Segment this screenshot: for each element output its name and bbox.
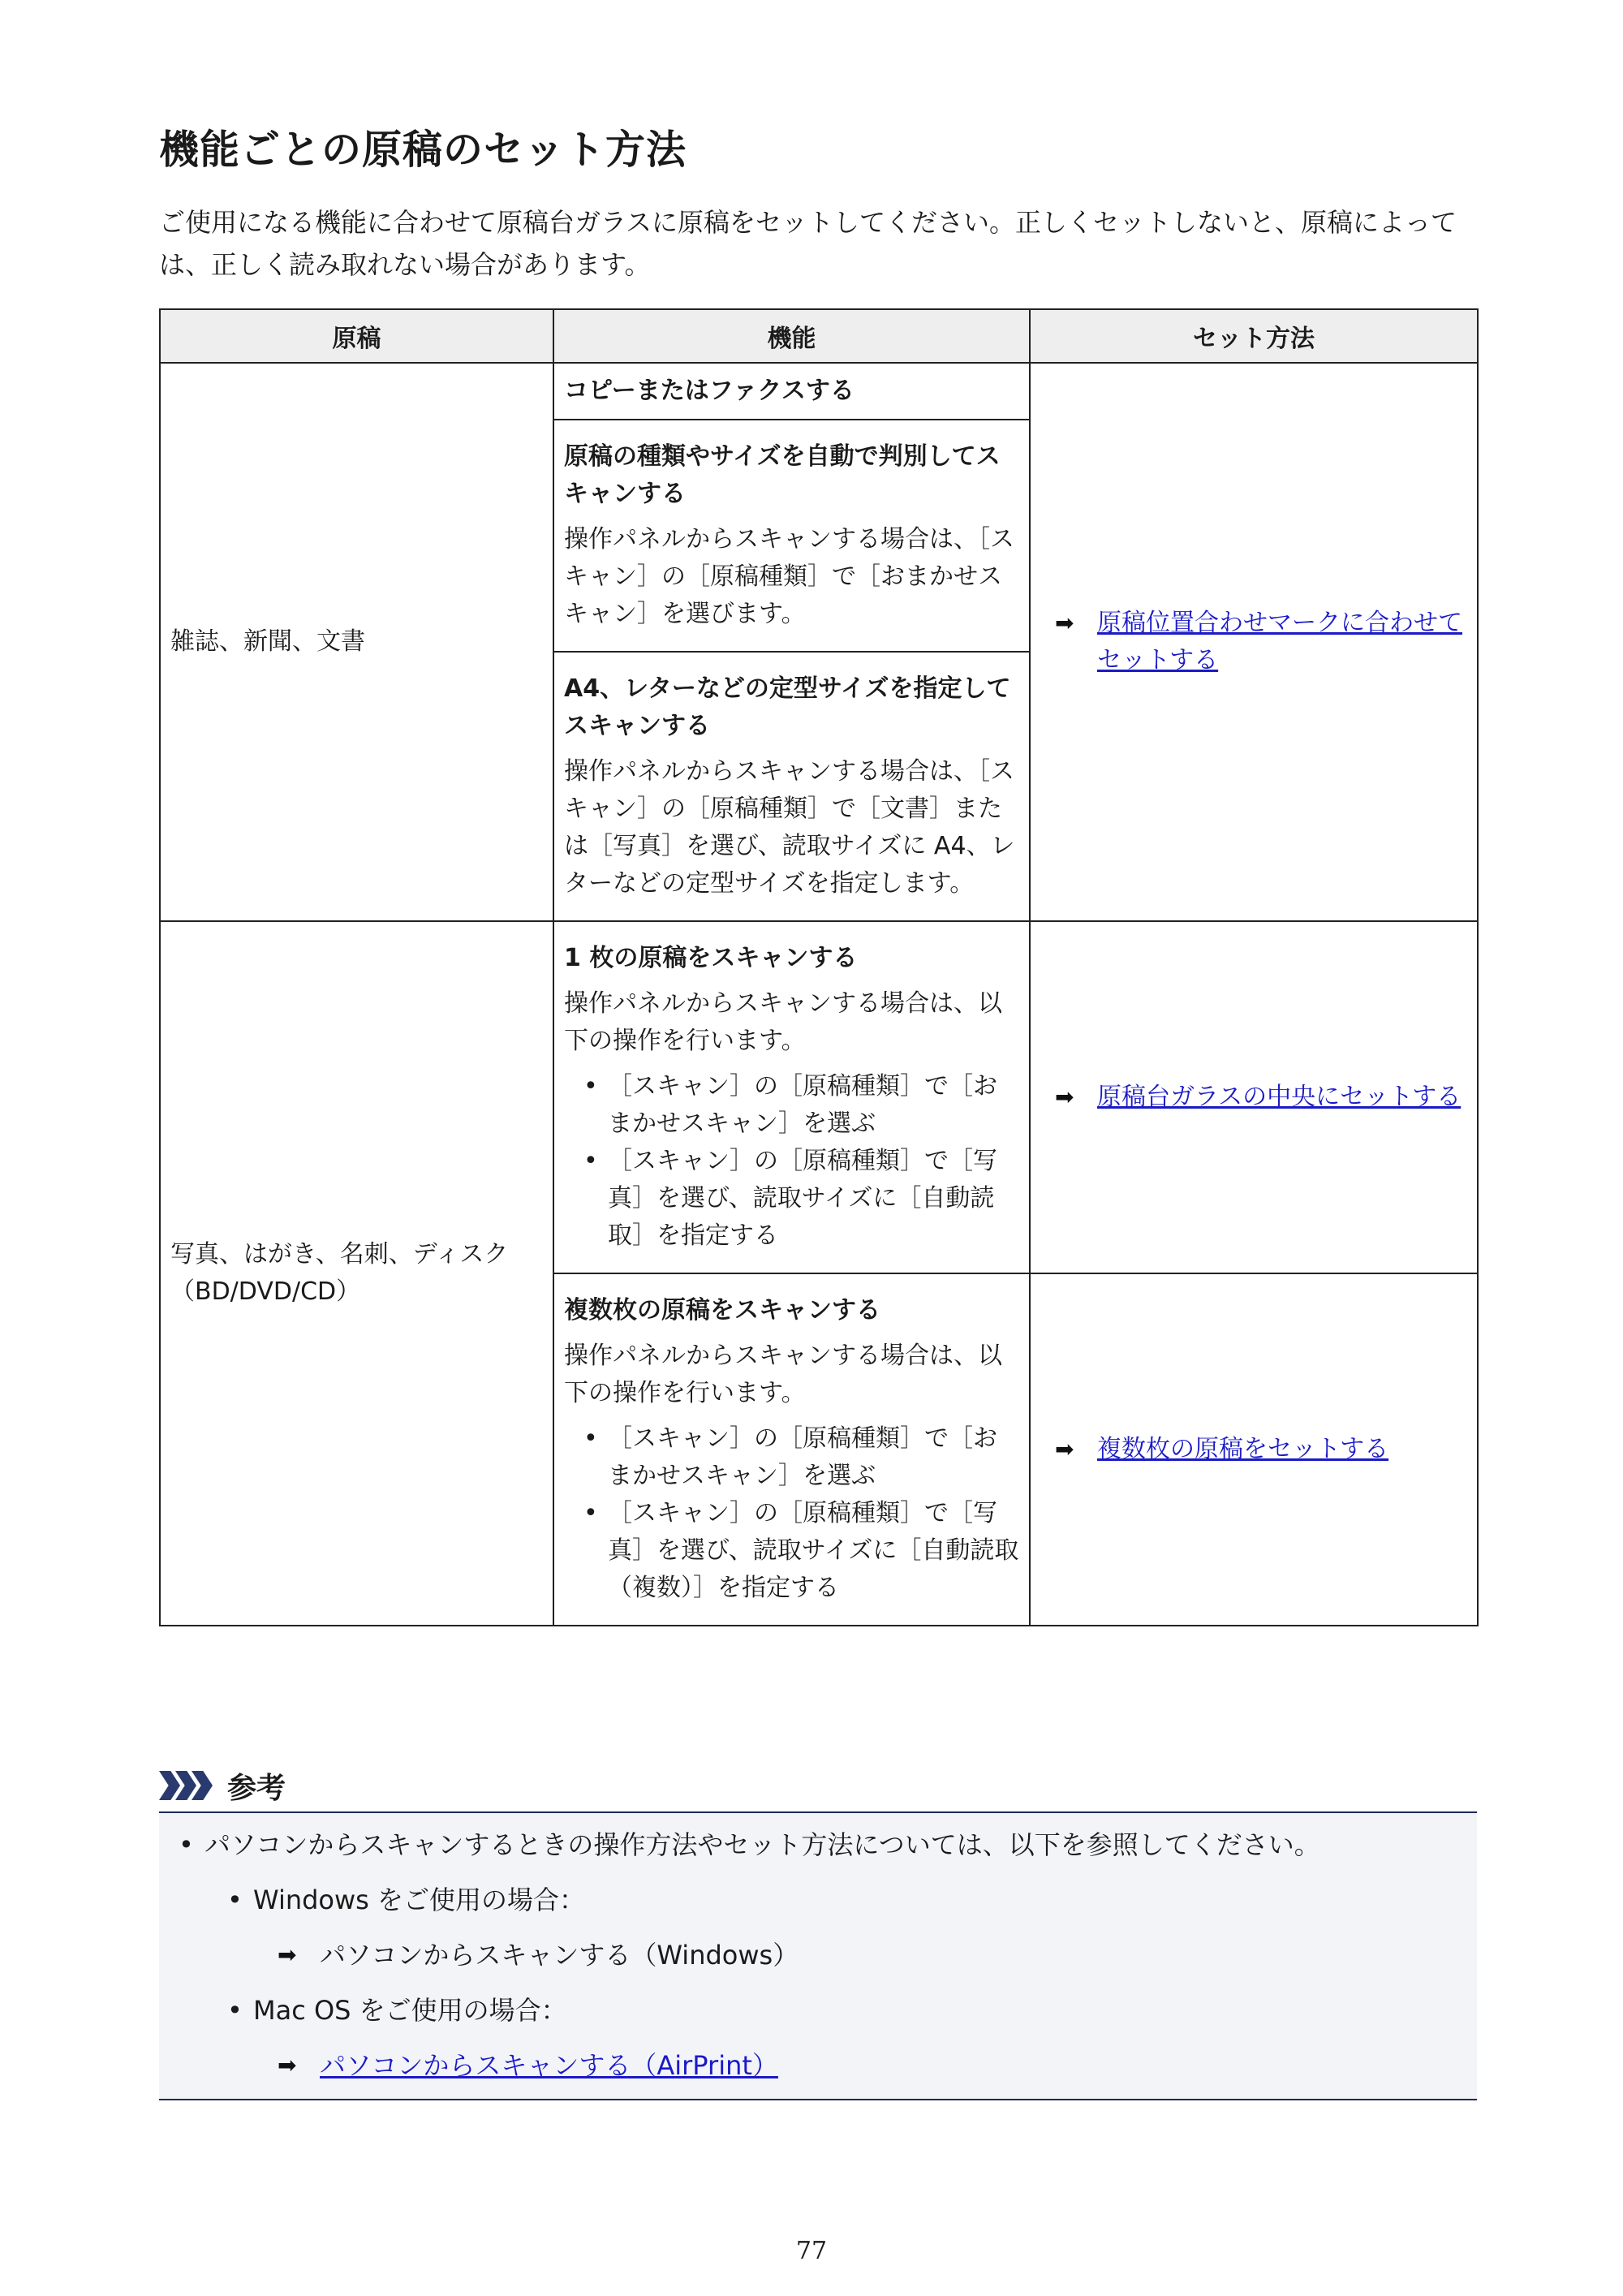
note-line	[227, 1881, 585, 1919]
page-number: 77	[795, 2237, 828, 2265]
function-cell	[553, 1273, 1030, 1626]
table-row	[160, 363, 1478, 420]
method-cell	[1030, 1273, 1478, 1626]
method-link-center[interactable]: 原稿台ガラスの中央にセットする	[1097, 1083, 1462, 1111]
function-cell	[553, 363, 1030, 420]
function-cell	[553, 420, 1030, 652]
bullet-list	[564, 1068, 1021, 1255]
note-line	[278, 1936, 799, 1974]
header-method: セット方法	[1030, 309, 1478, 363]
original-set-table	[159, 308, 1479, 1626]
intro-paragraph: ご使用になる機能に合わせて原稿台ガラスに原稿をセットしてください。正しくセットしないと、原稿によっては、正しく読み取れない場合があります。	[159, 207, 1457, 280]
header-function: 機能	[553, 309, 1030, 363]
note-windows-label: Windows をご使用の場合：	[253, 1885, 586, 1915]
function-description: 操作パネルからスキャンする場合は、以下の操作を行います。	[564, 989, 1002, 1055]
function-title: A4、レターなどの定型サイズを指定してスキャンする	[564, 674, 1011, 740]
note-line	[278, 2047, 778, 2084]
note-box	[159, 1811, 1477, 2100]
page-title: 機能ごとの原稿のセット方法	[159, 127, 687, 173]
list-item: • ［スキャン］の［原稿種類］で［写真］を選び、読取サイズに［自動読取（複数）］を指定する	[608, 1495, 1021, 1607]
note-heading	[159, 1763, 286, 1808]
function-title: 原稿の種類やサイズを自動で判別してスキャンする	[564, 442, 1001, 508]
note-chevrons-icon	[159, 1771, 208, 1800]
method-link-alignment-mark[interactable]: 原稿位置合わせマークに合わせてセットする	[1097, 609, 1462, 674]
note-mac-label: Mac OS をご使用の場合：	[253, 1995, 567, 2026]
note-line	[227, 1992, 567, 2029]
original-cell-photos: 写真、はがき、名刺、ディスク（BD/DVD/CD）	[160, 921, 553, 1626]
note-windows-ref: パソコンからスキャンする（Windows）	[320, 1940, 799, 1971]
header-original: 原稿	[160, 309, 553, 363]
method-link-row	[1055, 605, 1467, 679]
arrow-right-icon: ➡	[1055, 1436, 1074, 1462]
function-title: 複数枚の原稿をスキャンする	[564, 1296, 880, 1325]
method-link-row	[1055, 1431, 1467, 1468]
method-link-multiple[interactable]: 複数枚の原稿をセットする	[1097, 1435, 1389, 1463]
function-title: コピーまたはファクスする	[564, 377, 855, 405]
bullet-list	[564, 1420, 1021, 1607]
arrow-right-icon: ➡	[1055, 610, 1074, 636]
bullet-icon: •	[179, 1829, 194, 1860]
list-item: • ［スキャン］の［原稿種類］で［おまかせスキャン］を選ぶ	[608, 1420, 1021, 1495]
bullet-icon: •	[227, 1995, 243, 2026]
note-text: パソコンからスキャンするときの操作方法やセット方法については、以下を参照してください。	[204, 1829, 1320, 1860]
arrow-right-icon: ➡	[278, 1941, 297, 1968]
note-title: 参考	[227, 1771, 286, 1805]
method-link-row	[1055, 1079, 1467, 1116]
list-item: • ［スキャン］の［原稿種類］で［写真］を選び、読取サイズに［自動読取］を指定する	[608, 1143, 1021, 1255]
method-cell	[1030, 363, 1478, 921]
method-cell	[1030, 921, 1478, 1273]
arrow-right-icon: ➡	[1055, 1083, 1074, 1110]
original-cell-documents: 雑誌、新聞、文書	[160, 363, 553, 921]
note-mac-link[interactable]: パソコンからスキャンする（AirPrint）	[320, 2050, 778, 2081]
function-description: 操作パネルからスキャンする場合は、以下の操作を行います。	[564, 1342, 1002, 1407]
note-line	[179, 1826, 1320, 1863]
function-description: 操作パネルからスキャンする場合は、［スキャン］の［原稿種類］で［おまかせスキャン］を選びます。	[564, 525, 1014, 628]
arrow-right-icon: ➡	[278, 2052, 297, 2078]
bullet-icon: •	[227, 1885, 243, 1915]
table-header-row	[160, 309, 1478, 363]
function-title: 1 枚の原稿をスキャンする	[564, 944, 858, 972]
function-cell	[553, 652, 1030, 921]
list-item: • ［スキャン］の［原稿種類］で［おまかせスキャン］を選ぶ	[608, 1068, 1021, 1143]
table-row	[160, 921, 1478, 1273]
function-description: 操作パネルからスキャンする場合は、［スキャン］の［原稿種類］で［文書］または［写真］を選び、読取サイズに A4、レターなどの定型サイズを指定します。	[564, 757, 1015, 898]
function-cell	[553, 921, 1030, 1273]
